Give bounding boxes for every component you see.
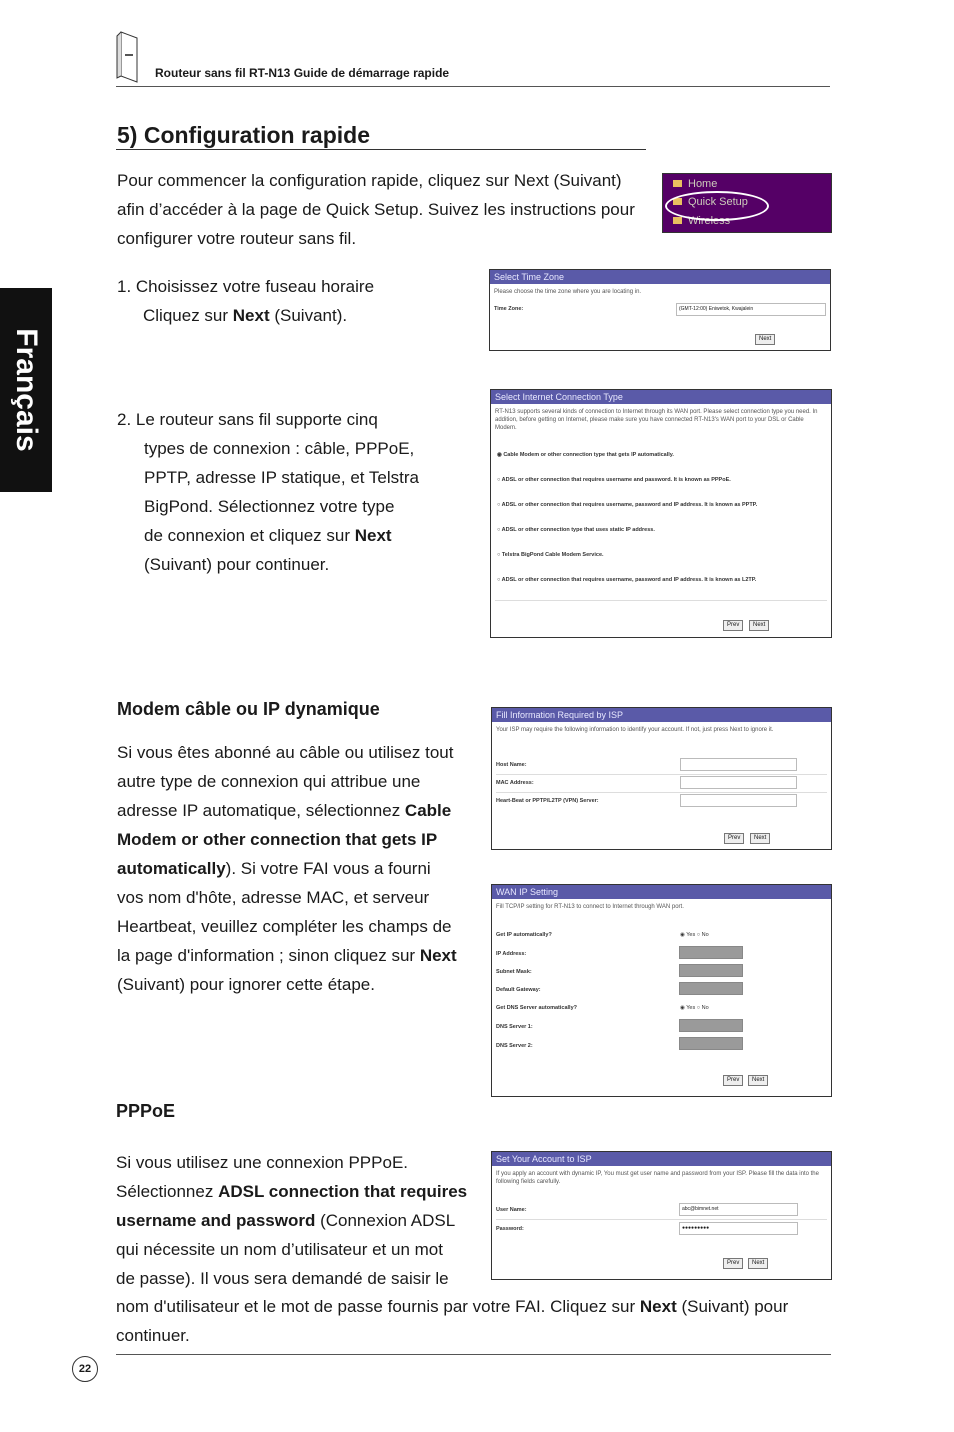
wan-dns2-field [679, 1037, 743, 1050]
wan-row-getdns: Get DNS Server automatically? [496, 1005, 578, 1011]
isp-server-field [680, 794, 797, 807]
wan-mask-field [679, 964, 743, 977]
divider [496, 792, 827, 793]
pppoe-wide-line: nom d'utilisateur et le mot de passe fournis par votre FAI. Cliquez sur Next (Suivant) pour [116, 1297, 789, 1316]
highlight-ellipse [665, 191, 769, 221]
header-title: Routeur sans fil RT-N13 Guide de démarrage rapide [155, 66, 450, 80]
wan-desc: Fill TCP/IP setting for RT-N13 to connect to Internet through WAN port. [496, 904, 684, 910]
language-tab [0, 288, 52, 492]
wan-getdns-radio: ◉ Yes ○ No [680, 1005, 709, 1011]
step2-line1: 2. Le routeur sans fil supporte cinq [117, 410, 378, 429]
timezone-select: (GMT-12:00) Eniwetok, Kwajalein [676, 303, 826, 316]
wan-row-gateway: Default Gateway: [496, 987, 541, 993]
pppoe-text [116, 1148, 481, 1293]
timezone-screenshot [489, 269, 831, 351]
intro-text: Pour commencer la configuration rapide, cliquez sur Next (Suivant) afin d’accéder à la page de Quick Setup. Suivez les instructions pour configurer votre routeur sans fil. [117, 171, 635, 248]
step2-line2: types de connexion : câble, PPPoE, [144, 439, 415, 458]
cable-line: Heartbeat, veuillez compléter les champs de [117, 917, 452, 936]
pppoe-last-line: continuer. [116, 1326, 190, 1345]
cable-heading: Modem câble ou IP dynamique [117, 699, 380, 719]
wan-row-ip: IP Address: [496, 951, 527, 957]
wan-next-button: Next [748, 1075, 768, 1086]
pppoe-line: Si vous utilisez une connexion PPPoE. [116, 1153, 409, 1172]
cable-line: Si vous êtes abonné au câble ou utilisez tout [117, 743, 454, 762]
folder-icon [673, 217, 682, 224]
divider [496, 1219, 827, 1220]
wan-ip-screenshot [491, 884, 832, 1097]
menu-item-quick-setup: Quick Setup [673, 196, 748, 208]
wan-ip-field [679, 946, 743, 959]
cable-line: (Suivant) pour ignorer cette étape. [117, 975, 375, 994]
pppoe-wide-text [116, 1292, 836, 1350]
account-user-field: abc@bimnet.net [679, 1203, 798, 1216]
account-row-password: Password: [496, 1226, 524, 1232]
timezone-next-button: Next [755, 334, 775, 345]
step2-text [117, 405, 477, 579]
isp-row-mac: MAC Address: [496, 780, 534, 786]
isp-row-host: Host Name: [496, 762, 527, 768]
cable-line: automatically). Si votre FAI vous a fourni [117, 859, 431, 878]
isp-mac-field [680, 776, 797, 789]
timezone-desc: Please choose the time zone where you are locating in. [494, 289, 642, 295]
step1-line2: Cliquez sur Next (Suivant). [143, 306, 348, 325]
isp-prev-button: Prev [724, 833, 744, 844]
wan-row-dns1: DNS Server 1: [496, 1024, 533, 1030]
footer-rule [116, 1354, 831, 1355]
wan-row-dns2: DNS Server 2: [496, 1043, 533, 1049]
menu-item-wireless: Wireless [673, 215, 730, 227]
conntype-title: Select Internet Connection Type [491, 390, 831, 404]
isp-row-server: Heart-Beat or PPTP/L2TP (VPN) Server: [496, 798, 599, 804]
pppoe-line: de passe). Il vous sera demandé de saisir le [116, 1269, 449, 1288]
timezone-screenshot-title: Select Time Zone [490, 270, 830, 284]
wan-gateway-field [679, 982, 743, 995]
timezone-label: Time Zone: [494, 306, 524, 312]
section-rule [116, 149, 646, 150]
step1-text [117, 272, 477, 330]
account-password-field: ●●●●●●●●● [679, 1222, 798, 1235]
wan-row-mask: Subnet Mask: [496, 969, 532, 975]
divider [496, 774, 827, 775]
isp-title: Fill Information Required by ISP [492, 708, 831, 722]
cable-line: autre type de connexion qui attribue une [117, 772, 421, 791]
account-desc: If you apply an account with dynamic IP, You must get user name and password from your ISP. Please fill the data into the following fields carefully. [496, 1171, 819, 1185]
conntype-next-button: Next [749, 620, 769, 631]
conntype-option-2: ○ ADSL or other connection that requires username and password. It is known as PPPoE. [497, 477, 731, 483]
cable-line: adresse IP automatique, sélectionnez Cable [117, 801, 452, 820]
cable-line: la page d'information ; sinon cliquez sur Next [117, 946, 457, 965]
cable-text [117, 738, 472, 999]
conntype-option-4: ○ ADSL or other connection type that uses static IP address. [497, 527, 655, 533]
menu-item-home: Home [673, 178, 717, 190]
wan-getip-radio: ◉ Yes ○ No [680, 932, 709, 938]
connection-type-screenshot [490, 389, 832, 638]
step2-line4: BigPond. Sélectionnez votre type [144, 497, 395, 516]
isp-host-field [680, 758, 797, 771]
account-next-button: Next [748, 1258, 768, 1269]
conntype-option-5: ○ Telstra BigPond Cable Modem Service. [497, 552, 604, 558]
isp-info-screenshot [491, 707, 832, 850]
section-title: 5) Configuration rapide [117, 122, 370, 148]
page-number: 22 [72, 1356, 98, 1382]
conntype-option-1: ◉ Cable Modem or other connection type that gets IP automatically. [497, 452, 674, 458]
conntype-option-6: ○ ADSL or other connection that requires username, password and IP address. It is known as L2TP. [497, 577, 757, 583]
account-row-user: User Name: [496, 1207, 527, 1213]
wan-row-getip: Get IP automatically? [496, 932, 552, 938]
pppoe-line: Sélectionnez ADSL connection that requires [116, 1182, 468, 1201]
step2-line5: de connexion et cliquez sur Next [144, 526, 392, 545]
account-prev-button: Prev [723, 1258, 743, 1269]
account-title: Set Your Account to ISP [492, 1152, 831, 1166]
language-tab-label: Français [10, 328, 43, 452]
header-rule [116, 86, 830, 87]
isp-next-button: Next [750, 833, 770, 844]
step1-line1: 1. Choisissez votre fuseau horaire [117, 277, 375, 296]
pppoe-line: username and password (Connexion ADSL [116, 1211, 456, 1230]
step2-line3: PPTP, adresse IP statique, et Telstra [144, 468, 419, 487]
menu-screenshot [662, 173, 832, 233]
isp-desc: Your ISP may require the following information to identify your account. If not, just press Next to ignore it. [496, 727, 774, 733]
account-screenshot [491, 1151, 832, 1280]
wan-prev-button: Prev [723, 1075, 743, 1086]
wan-dns1-field [679, 1019, 743, 1032]
conntype-prev-button: Prev [723, 620, 743, 631]
pppoe-heading: PPPoE [116, 1101, 176, 1121]
divider [495, 600, 827, 601]
wan-title: WAN IP Setting [492, 885, 831, 899]
folder-icon [673, 180, 682, 187]
cable-line: vos nom d'hôte, adresse MAC, et serveur [117, 888, 430, 907]
step2-line6: (Suivant) pour continuer. [144, 555, 330, 574]
conntype-desc: RT-N13 supports several kinds of connection to Internet through its WAN port. Please select connection type you need. In addition, before getting on Internet, please make sure you have connected RT-N13's WAN port to your DSL or Cable Modem. [495, 409, 818, 431]
pppoe-line: qui nécessite un nom d’utilisateur et un mot [116, 1240, 443, 1259]
conntype-option-3: ○ ADSL or other connection that requires username, password and IP address. It is known as PPTP. [497, 502, 758, 508]
router-icon [115, 28, 143, 84]
cable-line: Modem or other connection that gets IP [117, 830, 438, 849]
